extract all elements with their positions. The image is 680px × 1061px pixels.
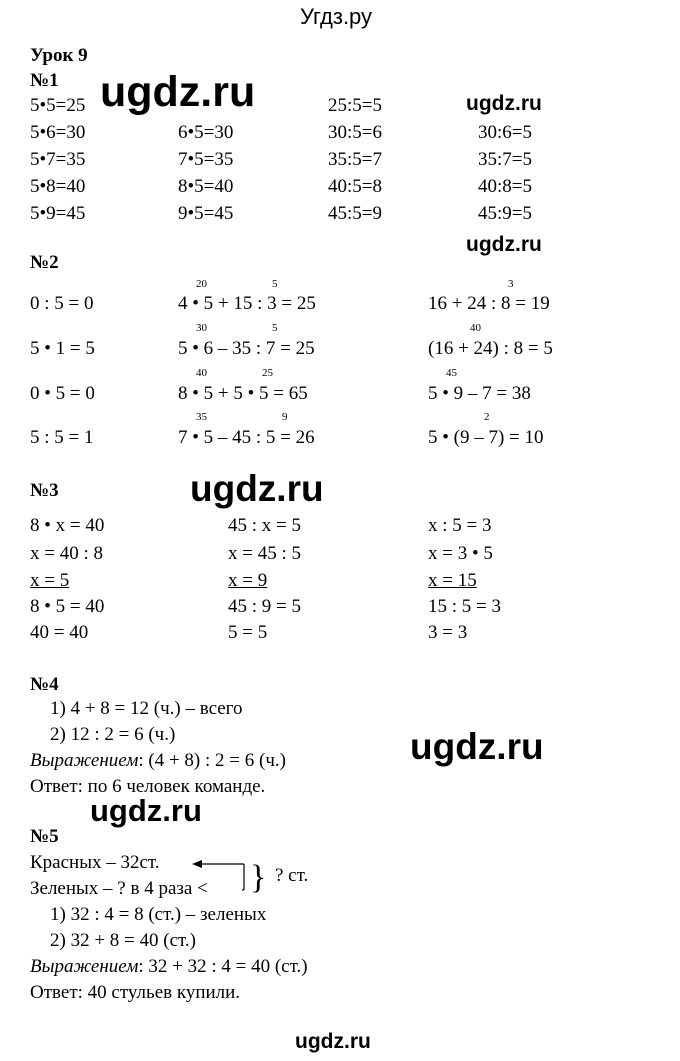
watermark: ugdz.ru <box>410 726 544 767</box>
task2-c1-r1: 0 : 5 = 0 <box>30 293 94 314</box>
task3-c3-r3: x = 15 <box>428 570 477 591</box>
task4-step2: 2) 12 : 2 = 6 (ч.) <box>50 724 176 745</box>
task3-c2-r2: x = 45 : 5 <box>228 543 301 564</box>
task1-c4-r4: 40:8=5 <box>478 176 532 197</box>
task3-c1-r2: x = 40 : 8 <box>30 543 103 564</box>
task4-expr-label: Выражением <box>30 750 139 771</box>
task1-c1-r2: 5•6=30 <box>30 122 86 143</box>
task5-red: Красных – 32ст. <box>30 852 160 873</box>
task2-c2-r1-sup1: 20 <box>196 278 207 290</box>
task2-c1-r4: 5 : 5 = 1 <box>30 427 94 448</box>
task3-c2-r4: 45 : 9 = 5 <box>228 596 301 617</box>
task3-c1-r5: 40 = 40 <box>30 622 89 643</box>
watermark: ugdz.ru <box>100 68 256 116</box>
task5-expression <box>30 956 308 978</box>
task1-c2-r5: 9•5=45 <box>178 203 234 224</box>
watermark: ugdz.ru <box>90 793 202 828</box>
task3-c3-r4: 15 : 5 = 3 <box>428 596 501 617</box>
task3-c1-r4: 8 • 5 = 40 <box>30 596 105 617</box>
watermark: ugdz.ru <box>466 92 542 115</box>
task2-c3-r4-sup: 2 <box>484 411 490 423</box>
task1-c2-r3: 7•5=35 <box>178 149 234 170</box>
task5-step1: 1) 32 : 4 = 8 (ст.) – зеленых <box>50 904 267 925</box>
task2-c3-r2-sup: 40 <box>470 322 481 334</box>
task5-expr-label: Выражением <box>30 956 139 977</box>
task1-c1-r1: 5•5=25 <box>30 95 86 116</box>
task5-expr: : 32 + 32 : 4 = 40 (ст.) <box>138 956 308 977</box>
lesson-title: Урок 9 <box>30 45 88 66</box>
task4-expr: : (4 + 8) : 2 = 6 (ч.) <box>138 750 286 771</box>
task2-c2-r4-sup1: 35 <box>196 411 207 423</box>
brace-icon: } <box>250 859 267 896</box>
task3-c2-r1: 45 : x = 5 <box>228 515 301 536</box>
task1-c1-r4: 5•8=40 <box>30 176 86 197</box>
task2-c2-r2: 5 • 6 – 35 : 7 = 25 <box>178 338 315 359</box>
task2-c2-r4-sup2: 9 <box>282 411 288 423</box>
task2-c3-r1: 16 + 24 : 8 = 19 <box>428 293 550 314</box>
task2-c1-r2: 5 • 1 = 5 <box>30 338 95 359</box>
task2-c2-r4: 7 • 5 – 45 : 5 = 26 <box>178 427 315 448</box>
task1-c4-r2: 30:6=5 <box>478 122 532 143</box>
task5-green: Зеленых – ? в 4 раза < <box>30 878 208 899</box>
task2-c3-r2: (16 + 24) : 8 = 5 <box>428 338 553 359</box>
task1-c1-r5: 5•9=45 <box>30 203 86 224</box>
footer-watermark: ugdz.ru <box>295 1030 371 1053</box>
task5-bracket-diagram <box>190 852 270 898</box>
task1-c4-r5: 45:9=5 <box>478 203 532 224</box>
task2-c3-r4: 5 • (9 – 7) = 10 <box>428 427 544 448</box>
task3-c2-r5: 5 = 5 <box>228 622 268 643</box>
task3-c3-r2: x = 3 • 5 <box>428 543 493 564</box>
task2-c2-r3-sup1: 40 <box>196 367 207 379</box>
task3-label: №3 <box>30 480 59 501</box>
task2-c1-r3: 0 • 5 = 0 <box>30 383 95 404</box>
task4-step1: 1) 4 + 8 = 12 (ч.) – всего <box>50 698 243 719</box>
task4-label: №4 <box>30 674 59 695</box>
arrow-head-icon <box>192 860 202 868</box>
task1-c3-r4: 40:5=8 <box>328 176 382 197</box>
task3-c3-r5: 3 = 3 <box>428 622 468 643</box>
task1-c1-r3: 5•7=35 <box>30 149 86 170</box>
site-header: Угдз.ру <box>300 4 373 29</box>
task2-c3-r3-sup: 45 <box>446 367 457 379</box>
task2-c2-r2-sup1: 30 <box>196 322 207 334</box>
task1-c2-r4: 8•5=40 <box>178 176 234 197</box>
task3-c1-r3: x = 5 <box>30 570 70 591</box>
task2-c2-r3-sup2: 25 <box>262 367 273 379</box>
task3-c1-r1: 8 • x = 40 <box>30 515 105 536</box>
task2-c3-r1-sup: 3 <box>508 278 514 290</box>
task2-c3-r3: 5 • 9 – 7 = 38 <box>428 383 531 404</box>
task2-label: №2 <box>30 252 59 273</box>
task3-c3-r1: x : 5 = 3 <box>428 515 492 536</box>
task1-c3-r3: 35:5=7 <box>328 149 382 170</box>
task5-question: ? ст. <box>275 865 309 886</box>
task1-c3-r1: 25:5=5 <box>328 95 382 116</box>
watermark: ugdz.ru <box>466 233 542 256</box>
task1-label: №1 <box>30 70 59 91</box>
task5-step2: 2) 32 + 8 = 40 (ст.) <box>50 930 196 951</box>
task2-c2-r1: 4 • 5 + 15 : 3 = 25 <box>178 293 316 314</box>
task4-answer: Ответ: по 6 человек команде. <box>30 776 266 797</box>
task1-c4-r3: 35:7=5 <box>478 149 532 170</box>
task5-answer: Ответ: 40 стульев купили. <box>30 982 241 1003</box>
task5-label: №5 <box>30 826 59 847</box>
task1-c3-r5: 45:5=9 <box>328 203 382 224</box>
task2-c2-r2-sup2: 5 <box>272 322 278 334</box>
watermark: ugdz.ru <box>190 468 324 509</box>
task1-c3-r2: 30:5=6 <box>328 122 382 143</box>
task4-expression <box>30 750 286 772</box>
task1-c2-r2: 6•5=30 <box>178 122 234 143</box>
task2-c2-r3: 8 • 5 + 5 • 5 = 65 <box>178 383 308 404</box>
task3-c2-r3: x = 9 <box>228 570 268 591</box>
task2-c2-r1-sup2: 5 <box>272 278 278 290</box>
